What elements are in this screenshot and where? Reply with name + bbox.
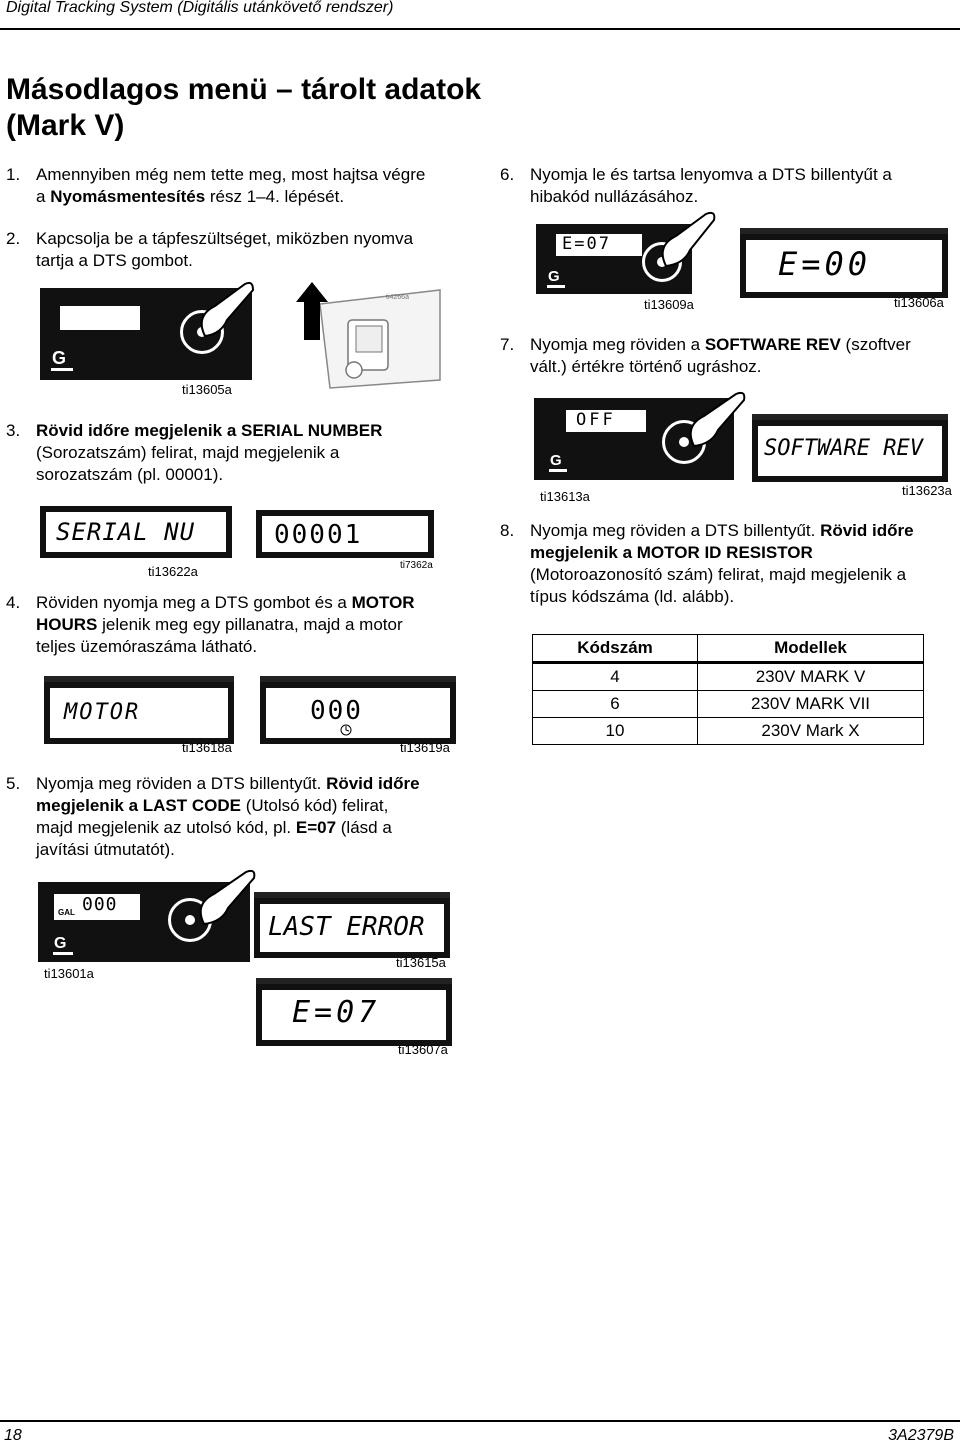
- pressing-finger-icon: [640, 208, 720, 274]
- step-number: 7.: [500, 335, 515, 354]
- step-bold: HOURS: [36, 615, 98, 634]
- step-line: hibakód nullázásához.: [530, 187, 699, 206]
- step-number: 2.: [6, 229, 21, 248]
- power-switch-illustration: [290, 280, 446, 392]
- table-header-cell: Modellek: [698, 635, 924, 663]
- lcd-text: SOFTWARE REV: [764, 436, 923, 461]
- step-line: (szoftver: [840, 335, 911, 354]
- step-number: 4.: [6, 593, 21, 612]
- lcd-screen: [260, 904, 444, 952]
- step-line: teljes üzemóraszáma látható.: [36, 637, 258, 656]
- step-line: Nyomja meg röviden a DTS billentyűt.: [530, 521, 821, 540]
- figure-label: ti13606a: [894, 295, 944, 310]
- figure-label: ti13622a: [148, 564, 198, 579]
- page-title: [6, 72, 481, 144]
- lcd-text: OFF: [576, 410, 616, 430]
- lcd-text: E=07: [562, 234, 611, 254]
- step-line: (Utolsó kód) felirat,: [241, 796, 389, 815]
- step-number: 1.: [6, 165, 21, 184]
- step-7: [500, 334, 955, 378]
- pressing-finger-icon: [165, 276, 255, 346]
- table-cell: 6: [533, 691, 698, 718]
- figure-label: ti13618a: [182, 740, 232, 755]
- table-cell: 4: [533, 663, 698, 691]
- step-line: Röviden nyomja meg a DTS gombot és a: [36, 593, 352, 612]
- step-bold: megjelenik a MOTOR ID RESISTOR: [530, 543, 813, 562]
- lcd-text: 000: [82, 894, 118, 915]
- table-row: [533, 691, 924, 718]
- step-2: [6, 228, 476, 272]
- step-text: [36, 592, 415, 658]
- figure-label-small: ti4266a: [386, 294, 409, 301]
- document-number: 3A2379B: [888, 1427, 954, 1444]
- graco-logo-icon: [548, 450, 572, 476]
- step-bold: Rövid időre: [326, 774, 420, 793]
- step-number: 6.: [500, 165, 515, 184]
- step-line: sorozatszám (pl. 00001).: [36, 465, 224, 484]
- page-number: 18: [4, 1427, 22, 1444]
- figure-label: ti13609a: [644, 297, 694, 312]
- step-text: [530, 164, 892, 208]
- svg-text:G: G: [548, 268, 560, 285]
- gal-label: GAL: [58, 908, 75, 917]
- table-row: [533, 718, 924, 745]
- step-line: rész 1–4. lépését.: [205, 187, 345, 206]
- step-line: a: [36, 187, 51, 206]
- step-bold: megjelenik a LAST CODE: [36, 796, 241, 815]
- svg-text:G: G: [54, 935, 67, 952]
- lcd-screen: [262, 516, 428, 552]
- step-line: javítási útmutatót).: [36, 840, 175, 859]
- lcd-text: LAST ERROR: [268, 912, 425, 942]
- step-bold: Rövid időre megjelenik a SERIAL NUMBER: [36, 421, 383, 440]
- table-cell: 230V Mark X: [698, 718, 924, 745]
- step-bold: E=07: [295, 818, 337, 837]
- header-title: Digital Tracking System (Digitális utánkövető rendszer): [6, 0, 394, 16]
- lcd-screen: [50, 688, 228, 738]
- step-number: 8.: [500, 521, 515, 540]
- step-line: tartja a DTS gombot.: [36, 251, 193, 270]
- step-6: [500, 164, 950, 208]
- motor-id-table: [532, 634, 924, 745]
- step-line: jelenik meg egy pillanatra, majd a motor: [97, 615, 403, 634]
- step-number: 3.: [6, 421, 21, 440]
- table-cell: 10: [533, 718, 698, 745]
- step-line: Nyomja meg röviden a: [530, 335, 705, 354]
- panel-screen: [54, 894, 140, 920]
- graco-logo-icon: [52, 932, 78, 958]
- lcd-display: [254, 892, 450, 958]
- step-bold: SOFTWARE REV: [704, 335, 841, 354]
- step-line: Amennyiben még nem tette meg, most hajtsa végre: [36, 165, 426, 184]
- table-row: [533, 663, 924, 691]
- panel-screen: [60, 306, 140, 330]
- lcd-display: [40, 506, 232, 558]
- step-text: [36, 420, 382, 486]
- step-5: [6, 773, 476, 863]
- step-4: [6, 592, 476, 658]
- lcd-display: [256, 510, 434, 558]
- clock-icon: [340, 724, 352, 736]
- step-text: [530, 334, 911, 378]
- page-footer: [0, 1420, 960, 1446]
- lcd-text: MOTOR: [64, 700, 141, 725]
- step-line: (lásd a: [336, 818, 392, 837]
- step-line: (Motoroazonosító szám) felirat, majd megjelenik a: [530, 565, 907, 584]
- step-bold: Rövid időre: [820, 521, 914, 540]
- lcd-screen: [758, 426, 942, 476]
- lcd-display: [740, 228, 948, 298]
- figure-label: ti13601a: [44, 966, 94, 981]
- graco-logo-icon: [50, 346, 76, 374]
- step-bold: MOTOR: [351, 593, 415, 612]
- step-1: [6, 164, 476, 208]
- lcd-screen: [262, 990, 446, 1040]
- lcd-display: [260, 676, 456, 744]
- step-line: típus kódszáma (ld. alább).: [530, 587, 735, 606]
- graco-logo-icon: [546, 266, 570, 290]
- lcd-text: 00001: [274, 520, 363, 550]
- lcd-text: SERIAL NU: [56, 518, 196, 546]
- lcd-text: E=00: [778, 245, 872, 283]
- figure-label-small: ti7362a: [400, 560, 433, 571]
- lcd-display: [752, 414, 948, 482]
- figure-label: ti13607a: [398, 1042, 448, 1057]
- title-line-2: (Mark V): [6, 109, 125, 142]
- step-number: 5.: [6, 774, 21, 793]
- lcd-text: E=07: [292, 995, 381, 1030]
- figure-label: ti13615a: [396, 955, 446, 970]
- step-text: [36, 164, 425, 208]
- table-header-row: [533, 635, 924, 663]
- pressing-finger-icon: [170, 866, 260, 932]
- svg-text:G: G: [550, 452, 562, 469]
- svg-text:G: G: [52, 348, 67, 368]
- step-3: [6, 420, 476, 486]
- panel-screen: [566, 410, 646, 432]
- step-line: (Sorozatszám) felirat, majd megjelenik a: [36, 443, 340, 462]
- table-cell: 230V MARK VII: [698, 691, 924, 718]
- step-text: [36, 773, 420, 861]
- step-line: vált.) értékre történő ugráshoz.: [530, 357, 762, 376]
- lcd-text: 000: [310, 696, 363, 726]
- step-text: [530, 520, 914, 608]
- pressing-finger-icon: [660, 388, 750, 454]
- table-header-cell: Kódszám: [533, 635, 698, 663]
- title-line-1: Másodlagos menü – tárolt adatok: [6, 73, 482, 106]
- step-line: Kapcsolja be a tápfeszültséget, miközben nyomva: [36, 229, 414, 248]
- panel-screen: [556, 234, 642, 256]
- step-text: [36, 228, 413, 272]
- lcd-screen: [46, 512, 226, 552]
- lcd-display: [256, 978, 452, 1046]
- lcd-screen: [746, 240, 942, 292]
- figure-label: ti13623a: [902, 483, 952, 498]
- step-8: [500, 520, 955, 610]
- figure-label: ti13605a: [182, 382, 232, 397]
- figure-label: ti13619a: [400, 740, 450, 755]
- step-line: Nyomja meg röviden a DTS billentyűt.: [36, 774, 327, 793]
- step-line: Nyomja le és tartsa lenyomva a DTS billentyűt a: [530, 165, 892, 184]
- lcd-screen: [266, 688, 450, 738]
- table-cell: 230V MARK V: [698, 663, 924, 691]
- lcd-display: [44, 676, 234, 744]
- step-line: majd megjelenik az utolsó kód, pl.: [36, 818, 296, 837]
- step-bold: Nyomásmentesítés: [50, 187, 206, 206]
- figure-label: ti13613a: [540, 489, 590, 504]
